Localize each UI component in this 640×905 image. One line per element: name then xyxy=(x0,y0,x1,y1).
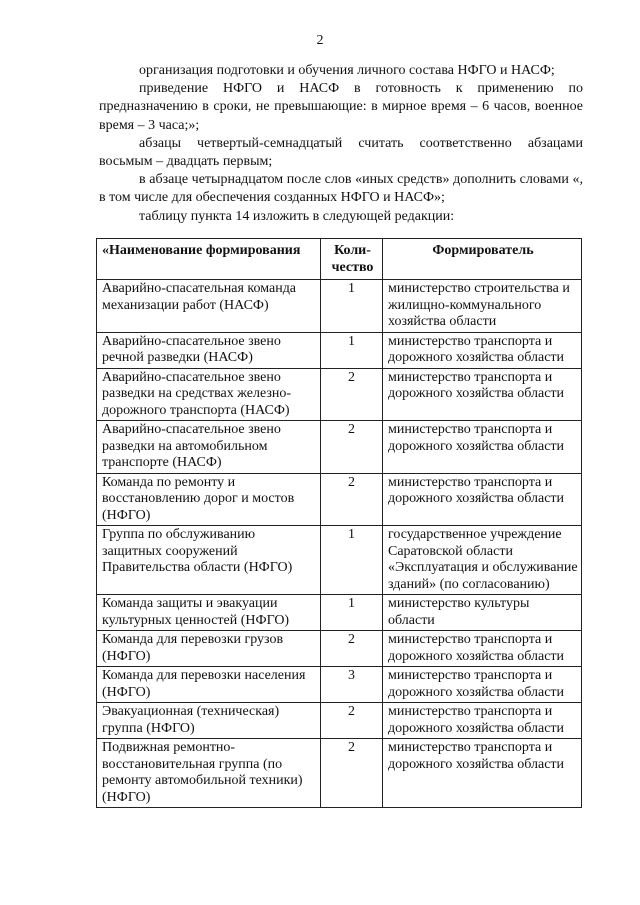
table-row xyxy=(97,703,582,739)
cell-name: Аварийно-спасательное звено разведки на автомобильном транспорте (НАСФ) xyxy=(97,421,321,474)
cell-former: государственное учреждение Саратовской области «Эксплуатация и обслуживание зданий» (по согласованию) xyxy=(383,526,582,595)
cell-quantity: 1 xyxy=(321,526,383,595)
cell-quantity: 2 xyxy=(321,703,383,739)
body-text xyxy=(99,62,583,226)
table-row xyxy=(97,595,582,631)
cell-name: Подвижная ремонтно-восстановительная группа (по ремонту автомобильной техники) (НФГО) xyxy=(97,739,321,808)
cell-former: министерство транспорта и дорожного хозяйства области xyxy=(383,332,582,368)
cell-quantity: 1 xyxy=(321,332,383,368)
cell-former: министерство транспорта и дорожного хозяйства области xyxy=(383,739,582,808)
cell-name: Команда защиты и эвакуации культурных ценностей (НФГО) xyxy=(97,595,321,631)
cell-name: Аварийно-спасательное звено разведки на средствах железно-дорожного транспорта (НАСФ) xyxy=(97,368,321,421)
table-row xyxy=(97,631,582,667)
table-row xyxy=(97,280,582,333)
table-row xyxy=(97,667,582,703)
table-row xyxy=(97,473,582,526)
cell-quantity: 2 xyxy=(321,421,383,474)
paragraph: таблицу пункта 14 изложить в следующей редакции: xyxy=(139,208,455,224)
cell-quantity: 2 xyxy=(321,739,383,808)
cell-quantity: 3 xyxy=(321,667,383,703)
page-number: 2 xyxy=(316,33,324,48)
cell-former: министерство культуры области xyxy=(383,595,582,631)
cell-former: министерство транспорта и дорожного хозяйства области xyxy=(383,368,582,421)
cell-quantity: 2 xyxy=(321,631,383,667)
cell-name: Группа по обслуживанию защитных сооружений Правительства области (НФГО) xyxy=(97,526,321,595)
formations-table xyxy=(96,238,582,808)
table-row xyxy=(97,739,582,808)
cell-name: Аварийно-спасательная команда механизации работ (НАСФ) xyxy=(97,280,321,333)
paragraph: абзацы четвертый-семнадцатый считать соответственно абзацами восьмым – двадцать первым; xyxy=(99,135,583,170)
cell-former: министерство строительства и жилищно-коммунального хозяйства области xyxy=(383,280,582,333)
cell-quantity: 2 xyxy=(321,473,383,526)
cell-name: Эвакуационная (техническая) группа (НФГО) xyxy=(97,703,321,739)
table-row xyxy=(97,368,582,421)
cell-name: Команда для перевозки грузов (НФГО) xyxy=(97,631,321,667)
table-header-row xyxy=(97,239,582,280)
header-quantity: Коли-чество xyxy=(321,239,383,280)
cell-name: Команда для перевозки населения (НФГО) xyxy=(97,667,321,703)
paragraph: в абзаце четырнадцатом после слов «иных средств» дополнить словами «, в том числе для обеспечения созданных НФГО и НАСФ»; xyxy=(99,172,583,206)
cell-former: министерство транспорта и дорожного хозяйства области xyxy=(383,473,582,526)
paragraph: организация подготовки и обучения личного состава НФГО и НАСФ; xyxy=(139,63,555,78)
cell-name: Аварийно-спасательное звено речной разведки (НАСФ) xyxy=(97,332,321,368)
table-row xyxy=(97,421,582,474)
paragraph: приведение НФГО и НАСФ в готовность к применению по предназначению в сроки, не превышающие: в мирное время – 6 часов, военное время – 3 часа;»; xyxy=(99,81,583,133)
cell-former: министерство транспорта и дорожного хозяйства области xyxy=(383,421,582,474)
cell-former: министерство транспорта и дорожного хозяйства области xyxy=(383,631,582,667)
cell-quantity: 1 xyxy=(321,595,383,631)
cell-former: министерство транспорта и дорожного хозяйства области xyxy=(383,667,582,703)
cell-quantity: 2 xyxy=(321,368,383,421)
table-row xyxy=(97,526,582,595)
header-name: «Наименование формирования xyxy=(97,239,321,280)
header-former: Формирователь xyxy=(383,239,582,280)
cell-name: Команда по ремонту и восстановлению дорог и мостов (НФГО) xyxy=(97,473,321,526)
table-row xyxy=(97,332,582,368)
cell-former: министерство транспорта и дорожного хозяйства области xyxy=(383,703,582,739)
cell-quantity: 1 xyxy=(321,280,383,333)
